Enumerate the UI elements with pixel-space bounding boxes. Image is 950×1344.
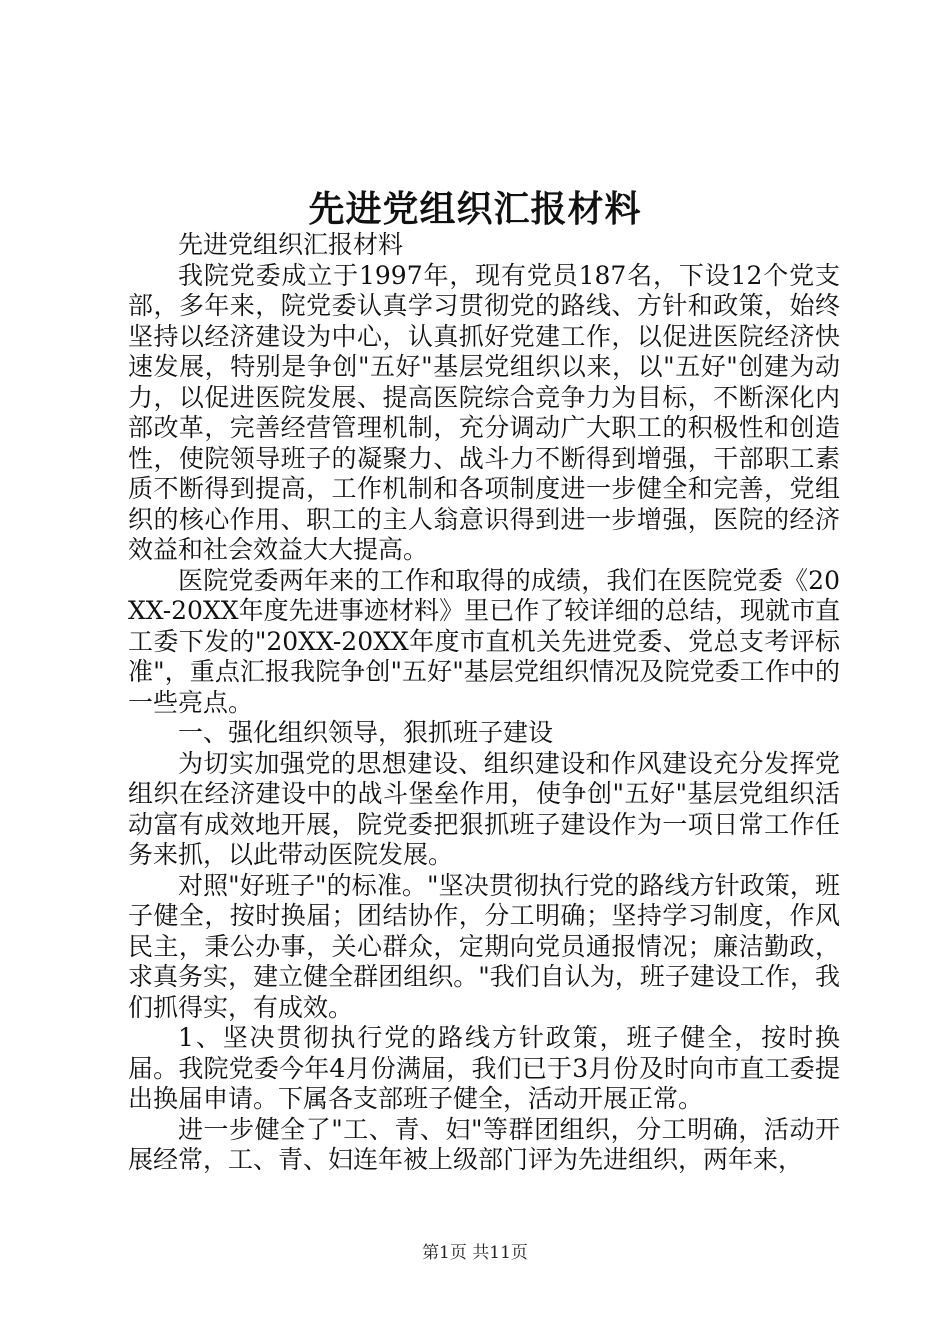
- section-heading: 一、强化组织领导，狠抓班子建设: [178, 718, 554, 747]
- subtitle-paragraph: 先进党组织汇报材料: [178, 230, 404, 259]
- document-body: [128, 230, 840, 1176]
- page-footer: 第1页 共11页: [422, 1243, 528, 1263]
- groups-paragraph: 进一步健全了"工、青、妇"等群团组织，分工明确，活动开展经常，工、青、妇连年被上级部门评为先进组织，两年来，: [128, 1114, 840, 1174]
- document-title: 先进党组织汇报材料: [308, 188, 642, 230]
- item-paragraph: 1、坚决贯彻执行党的路线方针政策，班子健全，按时换届。我院党委今年4月份满届，我们已于3月份及时向市直工委提出换届申请。下属各支部班子健全，活动开展正常。: [128, 1023, 840, 1113]
- standard-paragraph: 对照"好班子"的标准。"坚决贯彻执行党的路线方针政策，班子健全，按时换届；团结协作，分工明确；坚持学习制度，作风民主，秉公办事，关心群众，定期向党员通报情况；廉洁勤政，求真务实，建立健全群团组织。"我们自认为，班子建设工作，我们抓得实，有成效。: [128, 870, 840, 1022]
- summary-paragraph: 医院党委两年来的工作和取得的成绩，我们在医院党委《20XX-20XX年度先进事迹材料》里已作了较详细的总结，现就市直工委下发的"20XX-20XX年度市直机关先进党委、党总支考评标准"，重点汇报我院争创"五好"基层党组织情况及院党委工作中的一些亮点。: [128, 565, 840, 717]
- intro-paragraph: 我院党委成立于1997年，现有党员187名，下设12个党支部，多年来，院党委认真学习贯彻党的路线、方针和政策，始终坚持以经济建设为中心，认真抓好党建工作，以促进医院经济快速发展，特别是争创"五好"基层党组织以来，以"五好"创建为动力，以促进医院发展、提高医院综合竞争力为目标，不断深化内部改革，完善经营管理机制，充分调动广大职工的积极性和创造性，使院领导班子的凝聚力、战斗力不断得到增强，干部职工素质不断得到提高，工作机制和各项制度进一步健全和完善，党组织的核心作用、职工的主人翁意识得到进一步增强，医院的经济效益和社会效益大大提高。: [128, 260, 840, 564]
- section-paragraph: 为切实加强党的思想建设、组织建设和作风建设充分发挥党组织在经济建设中的战斗堡垒作用，使争创"五好"基层党组织活动富有成效地开展，院党委把狠抓班子建设作为一项日常工作任务来抓，以此带动医院发展。: [128, 748, 840, 869]
